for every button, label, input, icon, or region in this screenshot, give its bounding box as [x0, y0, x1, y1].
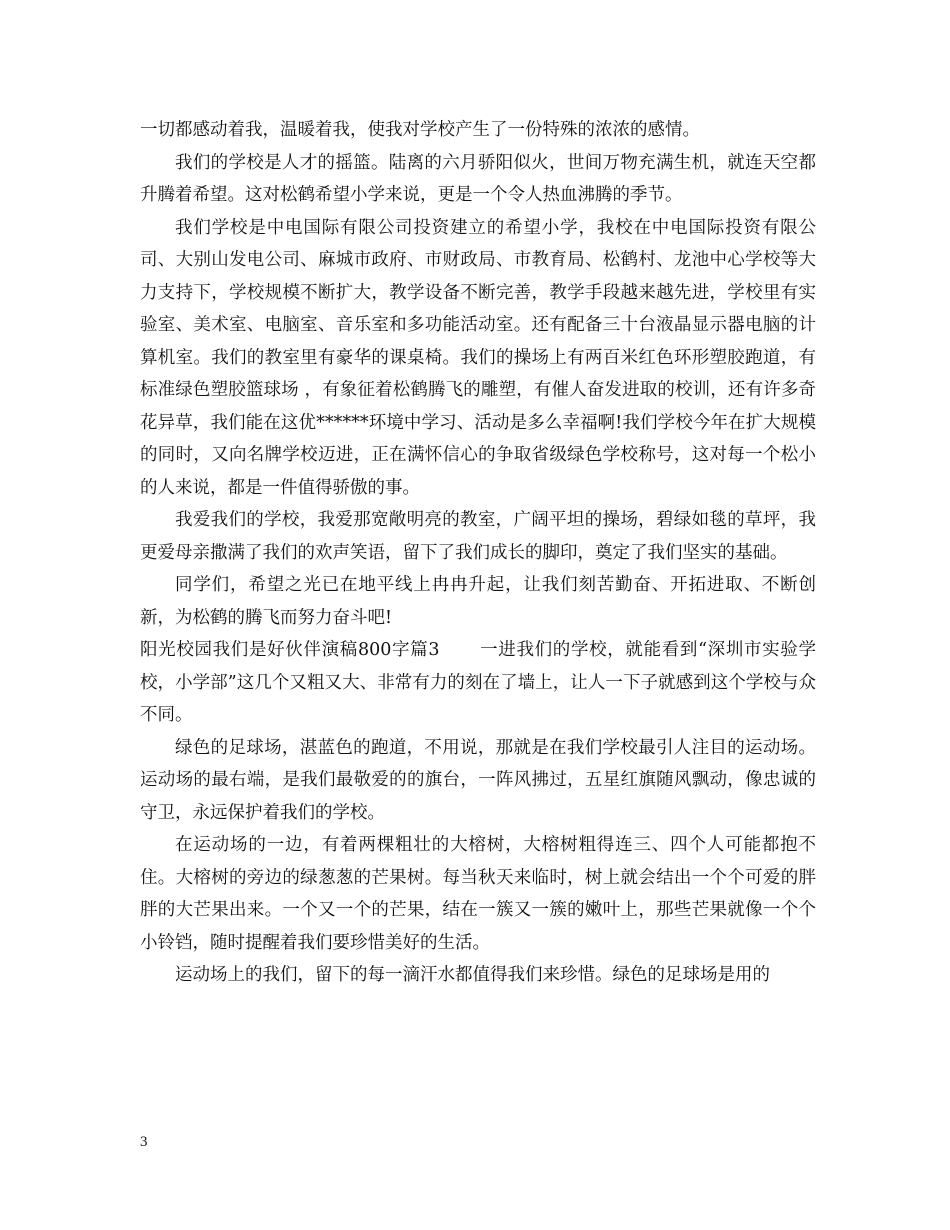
paragraph-8: 运动场上的我们，留下的每一滴汗水都值得我们来珍惜。绿色的足球场是用的 [175, 965, 770, 985]
paragraph-7: 在运动场的一边，有着两棵粗壮的大榕树，大榕树粗得连三、四个人可能都抱不住。大榕树的旁边的绿葱葱的芒果树。每当秋天来临时，树上就会结出一个个可爱的胖胖的大芒果出来。一个又一个的芒果，结在一簇又一簇的嫩叶上，那些芒果就像一个个小铃铛，随时提醒着我们要珍惜美好的生活。 [140, 835, 816, 953]
paragraph-3: 我们学校是中电国际有限公司投资建立的希望小学，我校在中电国际投资有限公司、大别山发电公司、麻城市政府、市财政局、市教育局、松鹤村、龙池中心学校等大力支持下，学校规模不断扩大，教学设备不断完善，教学手段越来越先进，学校里有实验室、美术室、电脑室、音乐室和多功能活动室。还有配备三十台液晶显示器电脑的计算机室。我们的教室里有豪华的课桌椅。我们的操场上有两百米红色环形塑胶跑道，有标准绿色塑胶篮球场 ，有象征着松鹤腾飞的雕塑，有催人奋发进取的校训，还有许多奇花异草，我们能在这优******环境中学习、活动是多么幸福啊!我们学校今年在扩大规模的同时，又向名牌学校迈进，正在满怀信心的争取省级绿色学校称号，这对每一个松小的人来说，都是一件值得骄傲的事。 [140, 217, 816, 498]
section-first-paragraph: 一进我们的学校，就能看到“深圳市实验学校，小学部”这几个又粗又大、非常有力的刻在了墙上，让人一下子就感到这个学校与众不同。 [140, 640, 816, 725]
page-number: 3 [140, 1134, 148, 1150]
document-body [140, 114, 816, 992]
paragraph-1: 一切都感动着我，温暖着我，使我对学校产生了一份特殊的浓浓的感情。 [140, 120, 700, 140]
paragraph-5: 同学们，希望之光已在地平线上冉冉升起，让我们刻苦勤奋、开拓进取、不断创新，为松鹤的腾飞而努力奋斗吧! [140, 575, 816, 628]
section-heading: 阳光校园我们是好伙伴演稿800字篇3 [140, 640, 440, 660]
paragraph-4: 我爱我们的学校，我爱那宽敞明亮的教室，广阔平坦的操场，碧绿如毯的草坪，我更爱母亲撒满了我们的欢声笑语，留下了我们成长的脚印，奠定了我们坚实的基础。 [140, 510, 816, 563]
paragraph-6: 绿色的足球场，湛蓝色的跑道，不用说，那就是在我们学校最引人注目的运动场。运动场的最右端，是我们最敬爱的的旗台，一阵风拂过，五星红旗随风飘动，像忠诚的守卫，永远保护着我们的学校。 [140, 737, 816, 823]
section-paragraph [140, 634, 816, 732]
paragraph-2: 我们的学校是人才的摇篮。陆离的六月骄阳似火，世间万物充满生机，就连天空都升腾着希望。这对松鹤希望小学来说，更是一个令人热血沸腾的季节。 [140, 152, 816, 205]
